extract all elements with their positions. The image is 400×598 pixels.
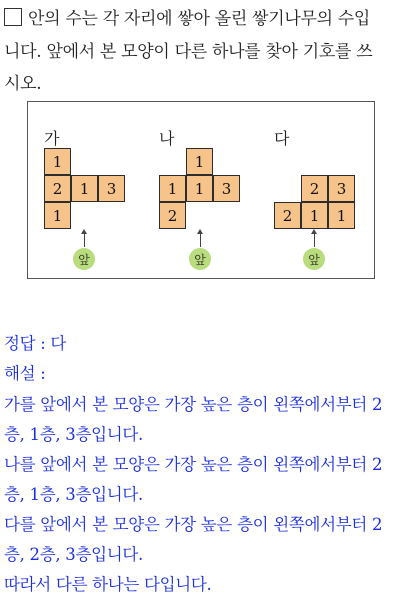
cell: 2 xyxy=(44,175,71,202)
explanation-line: 가를 앞에서 본 모양은 가장 높은 층이 왼쪽에서부터 2 xyxy=(4,395,383,414)
cell: 3 xyxy=(328,175,355,202)
question-line-2: 니다. 앞에서 본 모양이 다른 하나를 찾아 기호를 쓰 xyxy=(4,42,373,62)
explanation-line: 다를 앞에서 본 모양은 가장 높은 층이 왼쪽에서부터 2 xyxy=(4,515,383,534)
arrow-line xyxy=(200,233,201,247)
explanation-line: 층, 1층, 3층입니다. xyxy=(4,485,143,504)
front-marker: 앞 xyxy=(303,248,325,270)
cell: 2 xyxy=(301,175,328,202)
number-box-icon xyxy=(4,8,22,26)
figure-box xyxy=(27,101,375,279)
explanation-line: 나를 앞에서 본 모양은 가장 높은 층이 왼쪽에서부터 2 xyxy=(4,455,383,474)
cell: 2 xyxy=(159,202,186,229)
arrow-line xyxy=(314,233,315,247)
cell: 1 xyxy=(328,202,355,229)
cell: 1 xyxy=(44,148,71,175)
cell: 1 xyxy=(71,175,98,202)
cell: 1 xyxy=(159,175,186,202)
cell: 3 xyxy=(98,175,125,202)
panel-label-ga: 가 xyxy=(44,129,60,148)
panel-label-da: 다 xyxy=(274,129,290,148)
cell: 1 xyxy=(44,202,71,229)
panel-label-na: 나 xyxy=(159,129,175,148)
arrow-line xyxy=(84,233,85,247)
cell: 1 xyxy=(186,148,213,175)
question-line-1: 안의 수는 각 자리에 쌓아 올린 쌓기나무의 수입 xyxy=(28,9,371,29)
cell: 1 xyxy=(186,175,213,202)
explanation-line: 층, 2층, 3층입니다. xyxy=(4,545,143,564)
front-marker: 앞 xyxy=(73,248,95,270)
cell: 3 xyxy=(213,175,240,202)
question-line-3: 시오. xyxy=(4,74,42,94)
explanation-line: 층, 1층, 3층입니다. xyxy=(4,425,143,444)
explanation-heading: 해설 : xyxy=(4,364,46,383)
cell: 2 xyxy=(274,202,301,229)
cell: 1 xyxy=(301,202,328,229)
answer-line: 정답 : 다 xyxy=(4,334,67,353)
explanation-conclusion: 따라서 다른 하나는 다입니다. xyxy=(4,575,212,594)
front-marker: 앞 xyxy=(189,248,211,270)
